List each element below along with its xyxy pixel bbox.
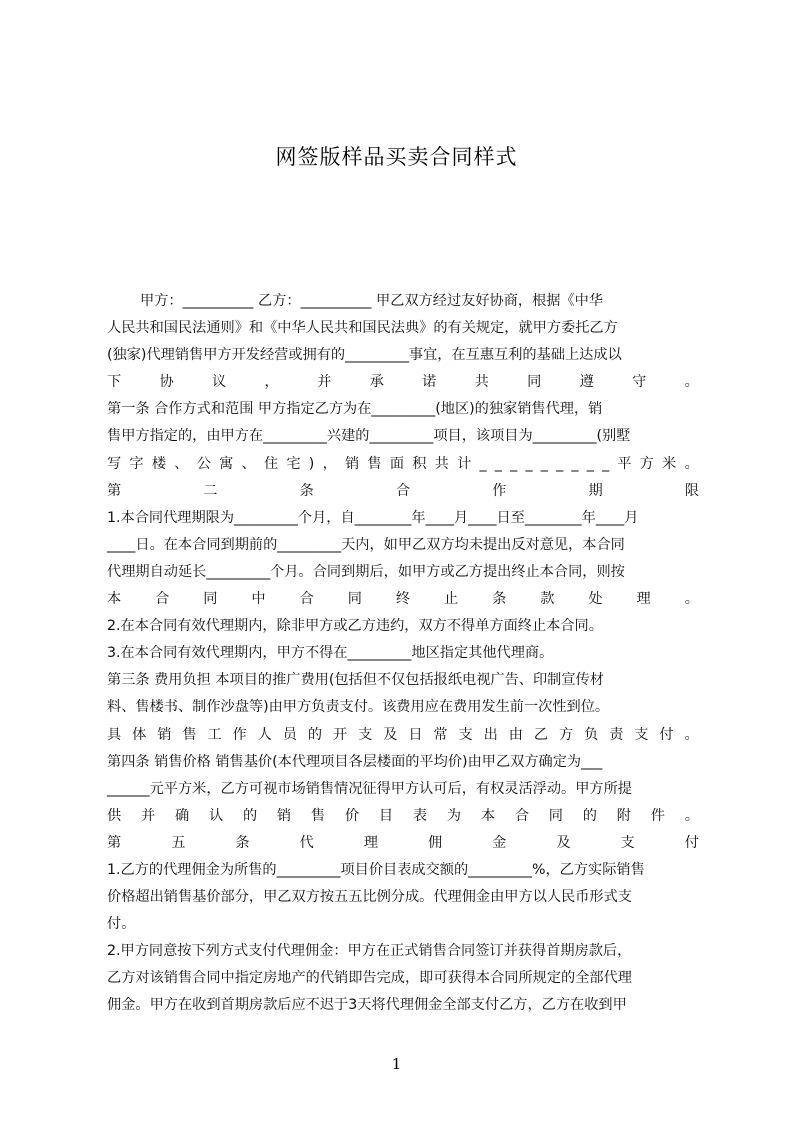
body-line: 料、售楼书、制作沙盘等)由甲方负责支付。该费用应在费用发生前一次性到位。 (107, 699, 610, 716)
body-line: 乙方对该销售合同中指定房地产的代销即告完成，即可获得本合同所规定的全部代理 (107, 970, 632, 987)
body-line: 写 字 楼 、 公 寓 、 住 宅 ) ， 销 售 面 积 共 计 _ _ _ _ _ _ _ _ _ 平 方 米 。 (107, 455, 699, 472)
page-number: 1 (391, 1055, 402, 1073)
document-body (107, 288, 699, 1014)
body-line: 付。 (107, 916, 136, 933)
body-line: (独家)代理销售甲方开发经营或拥有的_________事宜，在互惠互利的基础上达成以 (107, 347, 622, 364)
body-line: 人民共和国民法通则》和《中华人民共和国民法典》的有关规定，就甲方委托乙方 (107, 320, 618, 337)
body-line: 2.在本合同有效代理期内，除非甲方或乙方违约，双方不得单方面终止本合同。 (107, 618, 603, 635)
document-title: 网签版样品买卖合同样式 (275, 145, 518, 169)
body-line: 具 体 销 售 工 作 人 员 的 开 支 及 日 常 支 出 由 乙 方 负 责 支 付 。 (107, 726, 699, 743)
body-line: 1.乙方的代理佣金为所售的_________项目价目表成交额的_________%，乙方实际销售 (107, 861, 645, 878)
body-line: 第 五 条 代 理 佣 金 及 支 付 (107, 834, 699, 851)
body-line: 2.甲方同意按下列方式支付代理佣金：甲方在正式销售合同签订并获得首期房款后， (107, 943, 632, 960)
body-line: 代理期自动延长_________个月。合同到期后，如甲方或乙方提出终止本合同，则按 (107, 563, 625, 580)
body-line: 第 二 条 合 作 期 限 (107, 482, 699, 499)
body-line: 本 合 同 中 合 同 终 止 条 款 处 理 。 (107, 591, 699, 608)
body-line: 1.本合同代理期限为_________个月，自________年____月____日至________年____月 (107, 509, 639, 526)
body-line: 售甲方指定的，由甲方在_________兴建的_________项目，该项目为_________(别墅 (107, 428, 631, 445)
body-line: 甲方：__________ 乙方：__________ 甲乙双方经过友好协商，根据《中华 (140, 293, 604, 309)
body-line: 佣金。甲方在收到首期房款后应不迟于3天将代理佣金全部支付乙方，乙方在收到甲 (107, 997, 627, 1014)
body-line: 供 并 确 认 的 销 售 价 目 表 为 本 合 同 的 附 件 。 (107, 807, 699, 824)
body-line: 下 协 议 ， 并 承 诺 共 同 遵 守 。 (107, 374, 699, 391)
body-line: 3.在本合同有效代理期内，甲方不得在_________地区指定其他代理商。 (107, 645, 554, 662)
body-line: ______元平方米，乙方可视市场销售情况征得甲方认可后，有权灵活浮动。甲方所提 (107, 780, 632, 797)
body-line: 价格超出销售基价部分，甲乙双方按五五比例分成。代理佣金由甲方以人民币形式支 (107, 889, 632, 906)
body-line: 第三条 费用负担 本项目的推广费用(包括但不仅包括报纸电视广告、印制宣传材 (107, 672, 604, 689)
body-line: ____日。在本合同到期前的_________天内，如甲乙双方均未提出反对意见，本合同 (107, 536, 625, 553)
body-line: 第一条 合作方式和范围 甲方指定乙方为在_________(地区)的独家销售代理，销 (107, 401, 603, 418)
body-line: 第四条 销售价格 销售基价(本代理项目各层楼面的平均价)由甲乙双方确定为___ (107, 753, 603, 770)
